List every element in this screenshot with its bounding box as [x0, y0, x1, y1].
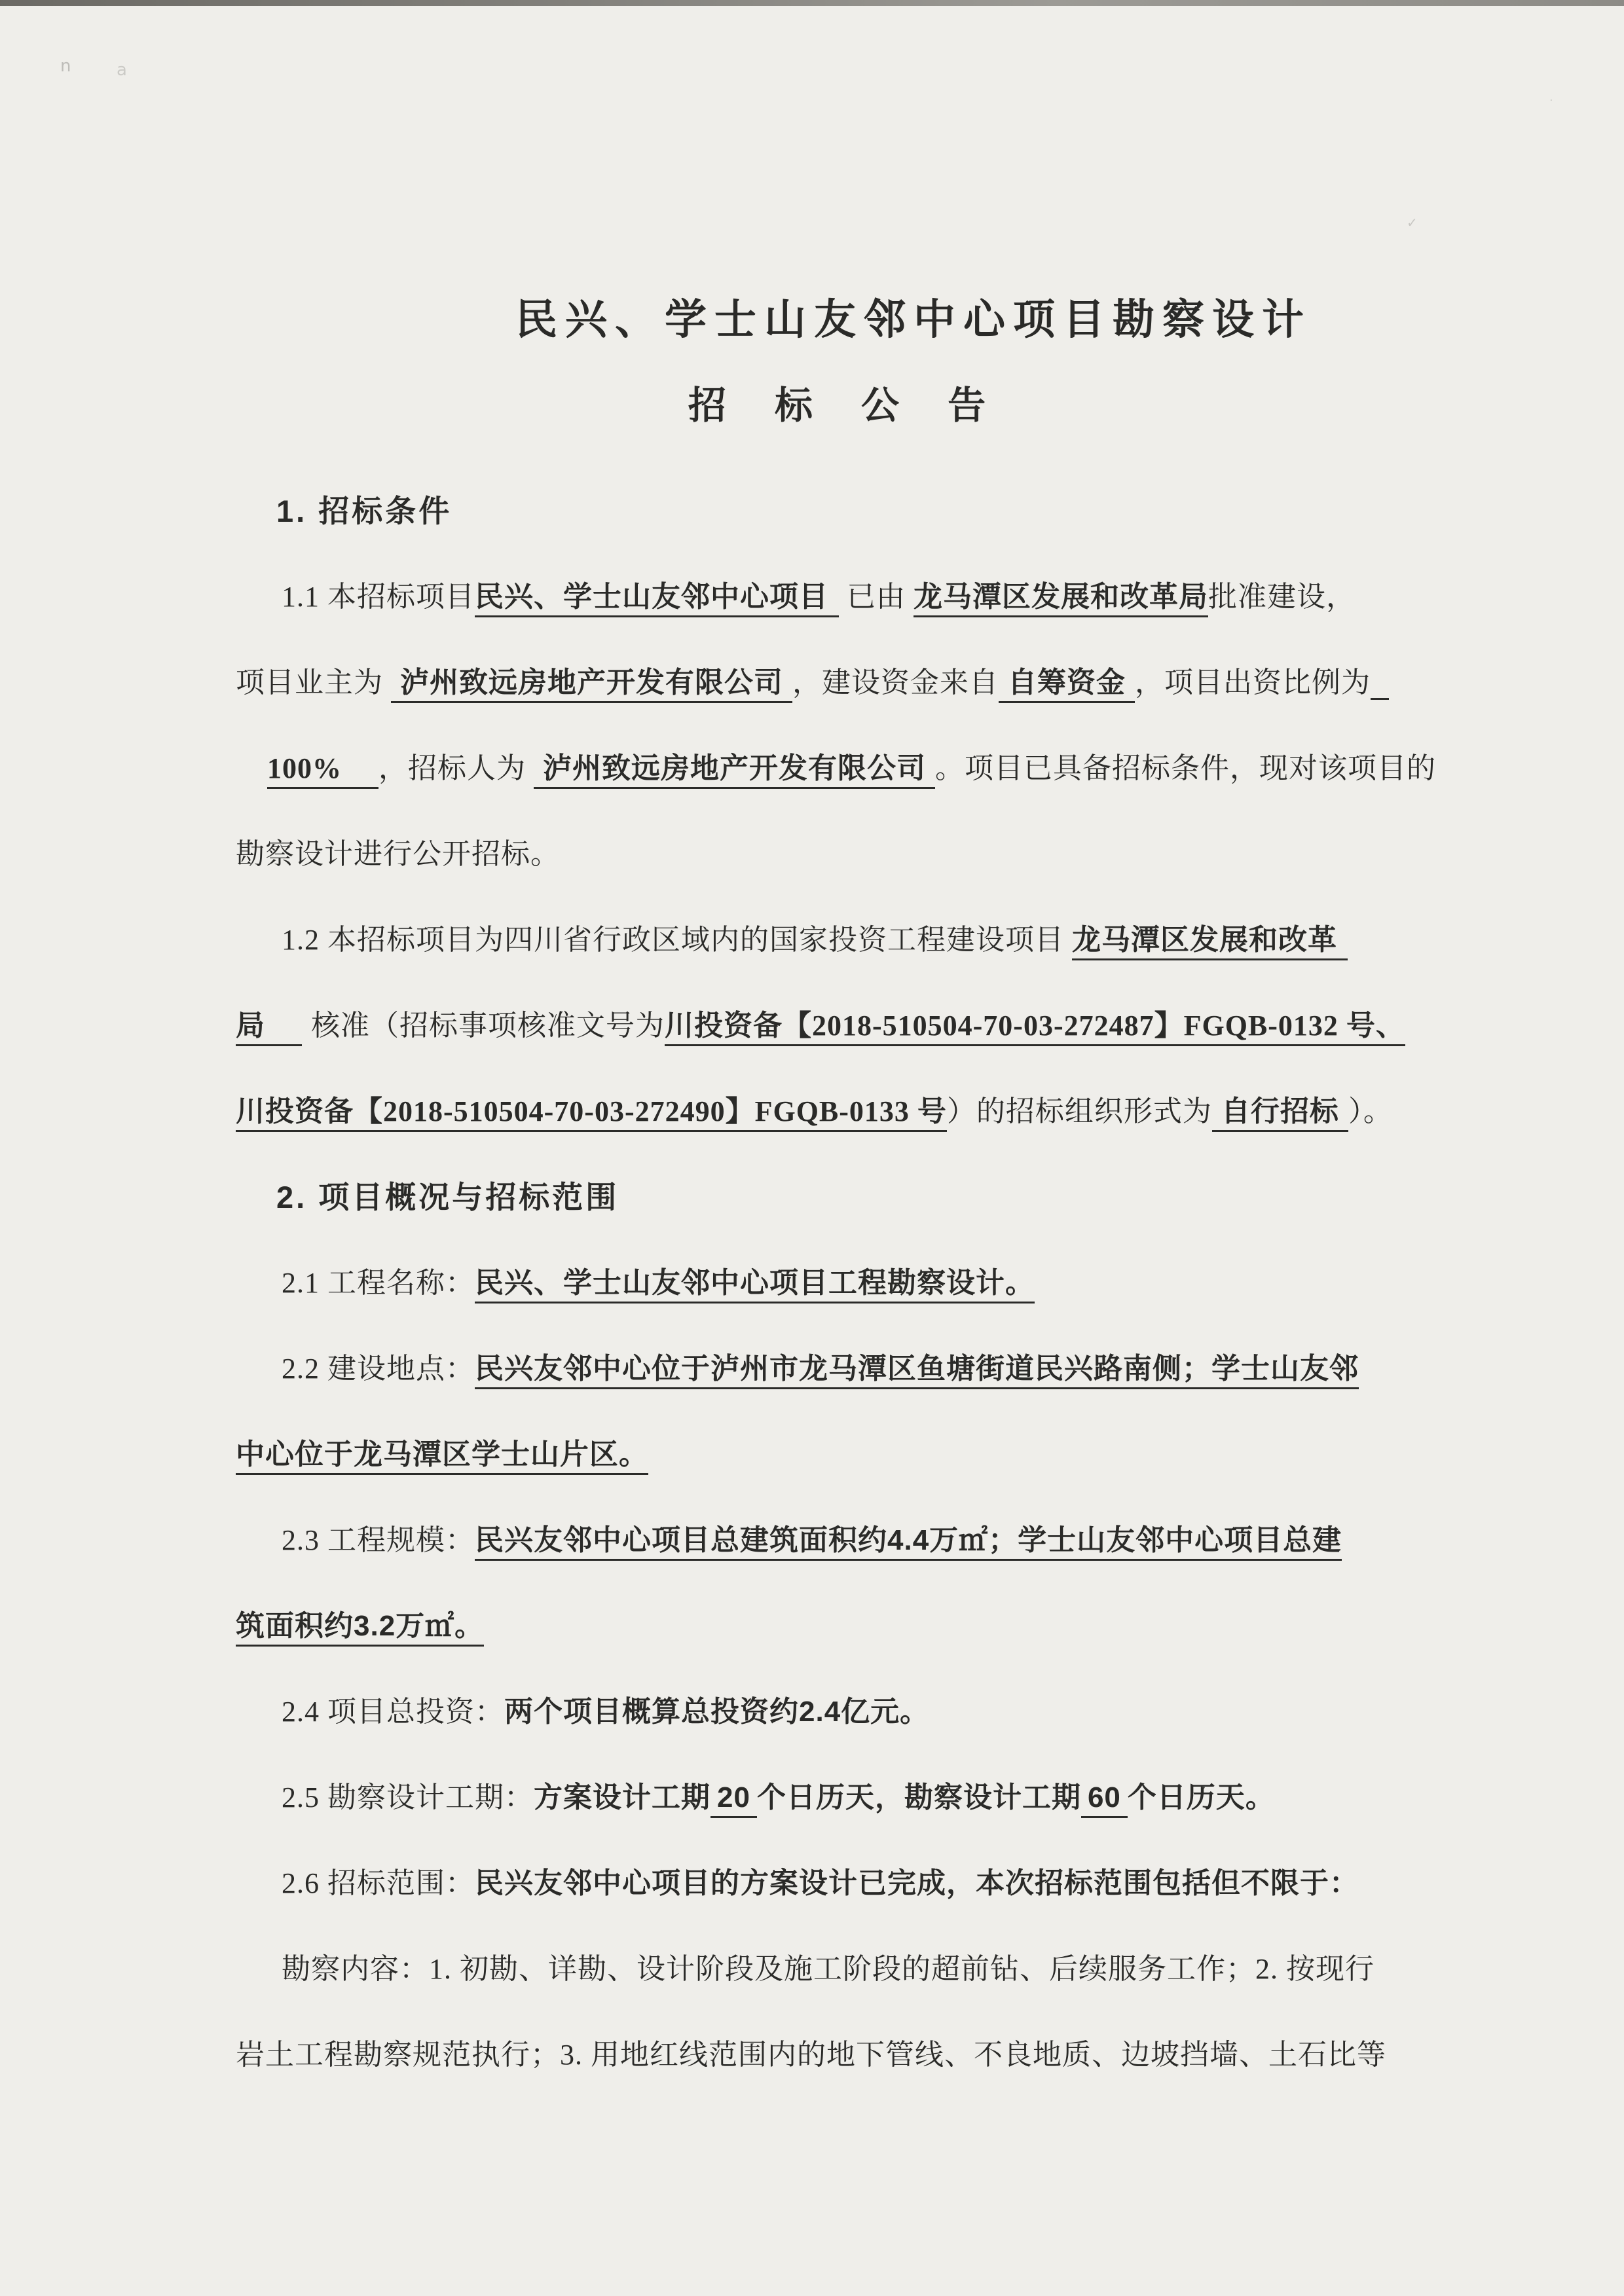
text-run: 批准建设，: [1208, 581, 1356, 613]
text-run: ，项目出资比例为: [1135, 666, 1371, 699]
item-label: 2.3 工程规模：: [282, 1524, 475, 1556]
para-1-1-line-4: [236, 811, 1408, 897]
scan-speck: a: [117, 60, 127, 80]
item-2-4: [236, 1669, 1408, 1755]
text-run: 1.1 本招标项目: [282, 581, 475, 613]
title-text: 民兴、学士山友邻中心项目勘察设计: [515, 296, 1312, 343]
filled-value: 川投资备【2018-510504-70-03-272490】FGQB-0133 号: [236, 1095, 947, 1132]
item-value: 个日历天，勘察设计工期: [756, 1781, 1081, 1813]
filled-value: 泸州致远房地产开发有限公司: [391, 666, 792, 703]
filled-value: 60: [1081, 1781, 1128, 1818]
item-value: 中心位于龙马潭区学士山片区。: [236, 1438, 648, 1475]
document-content: [236, 277, 1436, 2098]
item-value: 两个项目概算总投资约2.4亿元。: [504, 1696, 930, 1728]
para-1-1-line-1: [236, 554, 1408, 640]
subtitle-text: 招 标 公 告: [688, 384, 995, 427]
item-value: 个日历天。: [1127, 1781, 1275, 1813]
filled-value: 20: [710, 1781, 757, 1818]
item-2-1: [236, 1240, 1408, 1326]
item-2-3-line-1: [236, 1497, 1408, 1583]
item-2-5: [236, 1755, 1408, 1840]
item-value: 民兴友邻中心项目的方案设计已完成，本次招标范围包括但不限于：: [475, 1867, 1359, 1899]
filled-value: 自行招标: [1212, 1095, 1348, 1132]
section-1-heading-text: 1. 招标条件: [276, 494, 452, 528]
item-value: 方案设计工期: [534, 1781, 710, 1813]
text-run: 勘察内容：1. 初勘、详勘、设计阶段及施工阶段的超前钻、后续服务工作；2. 按现行: [282, 1953, 1375, 1985]
para-1-2-line-3: [236, 1068, 1408, 1154]
item-value: 民兴友邻中心项目总建筑面积约4.4万㎡；学士山友邻中心项目总建: [475, 1524, 1342, 1561]
item-label: 2.4 项目总投资：: [282, 1696, 504, 1728]
para-1-1-line-3: [236, 725, 1436, 811]
filled-value: 川投资备【2018-510504-70-03-272487】FGQB-0132 号、: [665, 1010, 1405, 1046]
item-value: 民兴、学士山友邻中心项目工程勘察设计。: [475, 1267, 1035, 1303]
para-1-2-line-1: [236, 897, 1408, 983]
scope-detail-line-1: [236, 1926, 1408, 2012]
item-value: 筑面积约3.2万㎡。: [236, 1610, 484, 1647]
text-run: 。项目已具备招标条件，现对该项目的: [935, 752, 1436, 784]
filled-value: 龙马潭区发展和改革局: [913, 581, 1208, 617]
text-run: 1.2 本招标项目为四川省行政区域内的国家投资工程建设项目: [282, 924, 1072, 956]
item-value: 民兴友邻中心位于泸州市龙马潭区鱼塘街道民兴路南侧；学士山友邻: [475, 1353, 1359, 1389]
title-spacer: [236, 448, 1408, 468]
filled-value: 民兴、学士山友邻中心项目: [475, 581, 839, 617]
filled-value: 100%: [267, 752, 378, 789]
item-label: 2.5 勘察设计工期：: [282, 1781, 534, 1813]
text-run: ，建设资金来自: [792, 666, 999, 699]
text-run: ）的招标组织形式为: [946, 1095, 1212, 1127]
blank-underline: [1371, 698, 1389, 700]
item-2-3-line-2: [236, 1583, 1408, 1669]
scan-speck: n: [60, 56, 71, 76]
text-run: 岩土工程勘察规范执行；3. 用地红线范围内的地下管线、不良地质、边坡挡墙、土石比等: [236, 2039, 1386, 2071]
scan-speck: .: [1549, 90, 1553, 104]
item-label: 2.2 建设地点：: [282, 1353, 475, 1385]
para-1-1-line-2: [236, 640, 1408, 725]
text-run: ，招标人为: [378, 752, 534, 784]
text-run: ）。: [1348, 1095, 1393, 1127]
document-subtitle: [255, 363, 1428, 448]
filled-value: 自筹资金: [999, 666, 1135, 703]
section-2-heading: [236, 1154, 1408, 1240]
filled-value: 泸州致远房地产开发有限公司: [534, 752, 935, 789]
scan-edge-artifact: [0, 0, 1624, 6]
scan-speck: ✓: [1407, 215, 1418, 230]
text-run: 项目业主为: [236, 666, 391, 699]
text-run: 已由: [839, 581, 913, 613]
item-2-6: [236, 1840, 1408, 1926]
filled-value: 局: [236, 1010, 302, 1046]
scope-detail-line-2: [236, 2012, 1408, 2098]
item-2-2-line-2: [236, 1412, 1408, 1497]
item-label: 2.6 招标范围：: [282, 1867, 475, 1899]
text-run: 勘察设计进行公开招标。: [236, 838, 560, 870]
document-title: [327, 277, 1500, 363]
para-1-2-line-2: [236, 983, 1408, 1068]
text-run: 核准（招标事项核准文号为: [311, 1010, 665, 1042]
section-2-heading-text: 2. 项目概况与招标范围: [276, 1180, 619, 1214]
item-label: 2.1 工程名称：: [282, 1267, 475, 1299]
item-2-2-line-1: [236, 1326, 1408, 1412]
filled-value: 龙马潭区发展和改革: [1072, 924, 1348, 960]
section-1-heading: [236, 468, 1408, 554]
